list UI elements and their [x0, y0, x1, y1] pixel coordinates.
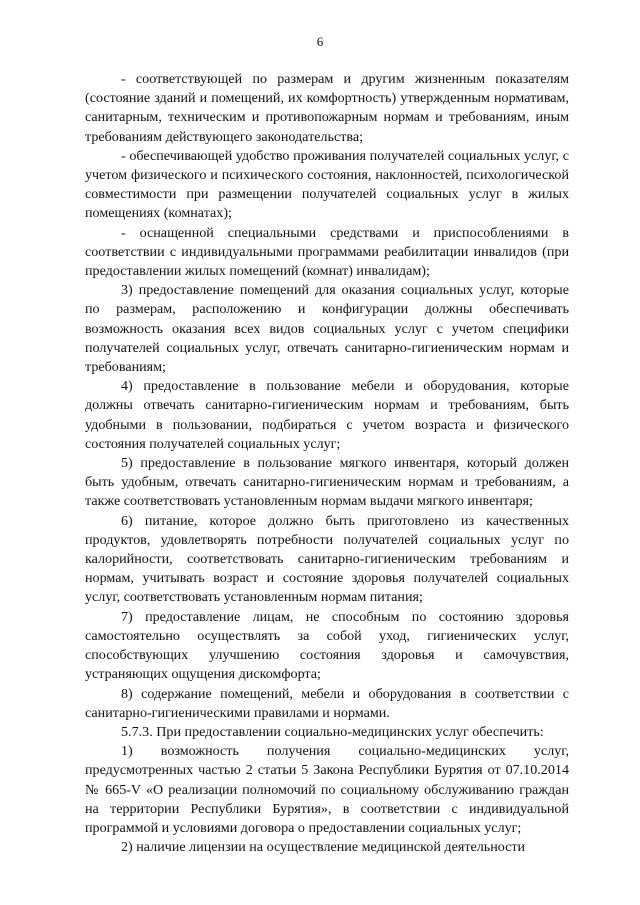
paragraph: - оснащенной специальными средствами и приспособлениями в соответствии с индивидуальными программами реабилитации инвалидов (при предоставлении жилых помещений (комнат) инвалидам); — [85, 224, 569, 280]
paragraph: 3) предоставление помещений для оказания социальных услуг, которые по размерам, расположению и конфигурации должны обеспечивать возможность оказания всех видов социальных услуг с учетом специфики получателей социальных услуг, отвечать санитарно-гигиеническим нормам и требованиям; — [85, 282, 569, 376]
paragraph: 5) предоставление в пользование мягкого инвентаря, который должен быть удобным, отвечать санитарно-гигиеническим нормам и требованиям, а также соответствовать установленным нормам выдачи мягкого инвентаря; — [85, 455, 569, 510]
paragraph: 8) содержание помещений, мебели и оборудования в соответствии с санитарно-гигиеническими правилами и нормами. — [85, 685, 569, 721]
paragraph: - соответствующей по размерам и другим жизненным показателям (состояние зданий и помещений, их комфортность) утвержденным нормативам, санитарным, техническим и противопожарным нормам и требованиям, иным требованиям действующего законодательства; — [85, 71, 569, 145]
paragraph: 2) наличие лицензии на осуществление медицинской деятельности — [121, 839, 526, 856]
paragraph: 5.7.3. При предоставлении социально-медицинских услуг обеспечить: — [121, 723, 544, 740]
paragraph: 6) питание, которое должно быть приготовлено из качественных продуктов, удовлетворять потребности получателей социальных услуг по калорийности, соответствовать санитарно-гигиеническим требованиям и нормам, учитывать возраст и состояние здоровья получателей социальных услуг, соответствовать установленным нормам питания; — [85, 512, 569, 606]
paragraph: - обеспечивающей удобство проживания получателей социальных услуг, с учетом физического и психического состояния, наклонностей, психологической совместимости при размещении получателей социальных услуг в жилых помещениях (комнатах); — [85, 147, 569, 222]
document-body — [85, 70, 569, 857]
paragraph: 4) предоставление в пользование мебели и оборудования, которые должны отвечать санитарно-гигиеническим нормам и требованиям, быть удобными в пользовании, подбираться с учетом возраста и физического состояния получателей социальных услуг; — [85, 378, 569, 452]
paragraph: 1) возможность получения социально-медицинских услуг, предусмотренных частью 2 статьи 5 Закона Республики Бурятия от 07.10.2014 № 665-V «О реализации полномочий по социальному обслуживанию граждан на территории Республики Бурятия», в соответствии с индивидуальной программой и условиями договора о предоставлении социальных услуг; — [85, 743, 569, 836]
page-number: 6 — [316, 34, 324, 49]
paragraph: 7) предоставление лицам, не способным по состоянию здоровья самостоятельно осуществлять за собой уход, гигиенических услуг, способствующих улучшению состояния здоровья и самочувствия, устраняющих ощущения дискомфорта; — [85, 608, 569, 683]
